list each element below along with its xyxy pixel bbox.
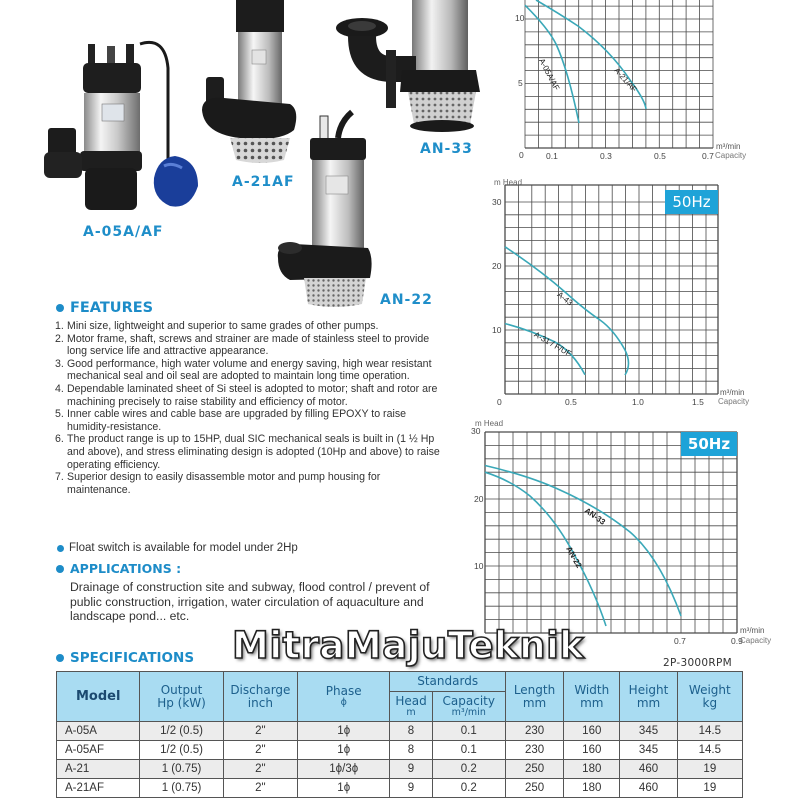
applications-text: Drainage of construction site and subway, flood control / prevent of public construction, irrigation, water circulation of aquaculture and landscape pond... etc. [70, 580, 430, 623]
table-row: A-05A 1/2 (0.5) 2" 1ϕ 8 0.1 230 160 345 14.5 [57, 722, 743, 741]
specifications-table [56, 671, 743, 798]
chart1-xcapacity: Capacity [715, 151, 747, 160]
feature-item: 7. Superior design to easily disassemble motor and pump housing for maintenance. [55, 471, 381, 496]
bullet-icon [57, 545, 64, 552]
bullet-icon [56, 654, 64, 662]
features-heading [56, 300, 153, 316]
chart3-series-label-an22: AN-22 [564, 545, 584, 570]
header-weight: Weight kg [677, 672, 742, 722]
chart1-ytick-5: 5 [518, 78, 523, 88]
feature-item: 1. Mini size, lightweight and superior to same grades of other pumps. [55, 320, 379, 332]
specifications-heading [56, 650, 194, 666]
chart3-xtick-0.7: 0.7 [674, 636, 686, 646]
chart3-ytick-10: 10 [474, 561, 484, 571]
feature-item: 4. Dependable laminated sheet of Si steel is adopted to motor; shaft and rotor are machining precisely to raise stability and efficiency of motor. [55, 382, 438, 408]
chart1-xtick-0.5: 0.5 [654, 151, 666, 161]
header-standards: Standards [390, 672, 505, 692]
table-row: A-21 1 (0.75) 2" 1ϕ/3ϕ 9 0.2 250 180 460 19 [57, 760, 743, 779]
chart2-xtick-1.0: 1.0 [632, 397, 644, 407]
header-model: Model [57, 672, 140, 722]
chart1-plot [0, 0, 800, 170]
chart1-xtick-0.7: 0.7 [702, 151, 714, 161]
header-height: Height mm [620, 672, 677, 722]
header-capacity: Capacity m³/min [432, 692, 505, 722]
chart2-xtick-0: 0 [497, 397, 502, 407]
chart1-xunit: m³/min [716, 142, 741, 151]
table-row: A-05AF 1/2 (0.5) 2" 1ϕ 8 0.1 230 160 345 14.5 [57, 741, 743, 760]
product-label-an22: AN-22 [380, 292, 433, 308]
applications-heading [56, 561, 181, 576]
chart3-xcapacity: Capacity [740, 636, 772, 645]
chart2-xtick-1.5: 1.5 [692, 397, 704, 407]
header-width: Width mm [564, 672, 620, 722]
watermark-text: MitraMajuTeknik [232, 624, 585, 667]
chart3-yhead-label: m Head [475, 419, 504, 428]
chart2-series-label-a43: A-43 [555, 290, 575, 308]
chart2-yhead-label: m Head [494, 178, 523, 187]
rpm-note: 2P-3000RPM [663, 657, 732, 669]
bullet-icon [56, 304, 64, 312]
float-switch-note [57, 542, 298, 554]
specifications-heading-text: SPECIFICATIONS [70, 650, 195, 666]
header-phase: Phase ϕ [298, 672, 390, 722]
chart2-ytick-20: 20 [492, 261, 502, 271]
chart1-xtick-0.1: 0.1 [546, 151, 558, 161]
feature-item: 3. Good performance, high water volume and energy saving, high wear resistant mechanical seal and oil seal are adopted to maintain long time operation. [55, 357, 432, 383]
chart1-xtick-0.3: 0.3 [600, 151, 612, 161]
chart1-xtick-0: 0 [519, 150, 524, 160]
feature-item: 6. The product range is up to 15HP, dual SIC mechanical seals is built in (1 ½ Hp and above), and stress eliminating design is adopted (10Hp and above) to raise operating efficiency. [55, 433, 440, 471]
applications-heading-text: APPLICATIONS : [70, 561, 182, 576]
header-output: Output Hp (kW) [140, 672, 223, 722]
chart2-50hz-badge: 50Hz [665, 190, 718, 214]
product-label-a21af: A-21AF [232, 174, 295, 190]
features-list [55, 320, 445, 496]
chart3-series-label-an33: AN-33 [582, 506, 607, 527]
header-head: Head m [390, 692, 432, 722]
chart2-ytick-10: 10 [492, 325, 502, 335]
chart1-ytick-10: 10 [515, 13, 525, 23]
bullet-icon [56, 565, 64, 573]
chart3-50hz-badge: 50Hz [681, 432, 737, 456]
chart2-xunit: m³/min [720, 388, 745, 397]
feature-item: 5. Inner cable wires and cable base are upgraded by filling EPOXY to raise humidity-resistance. [55, 408, 407, 433]
float-switch-note-text: Float switch is available for model under 2Hp [69, 542, 298, 554]
chart2-xcapacity: Capacity [718, 397, 750, 406]
chart3-xunit: m³/min [740, 626, 765, 635]
chart2-xtick-0.5: 0.5 [565, 397, 577, 407]
product-label-a05: A-05A/AF [83, 224, 164, 240]
table-row: A-21AF 1 (0.75) 2" 1ϕ 9 0.2 250 180 460 19 [57, 779, 743, 798]
header-discharge: Discharge inch [223, 672, 297, 722]
chart1-series-label-a21: A-21/AF [612, 66, 639, 94]
features-heading-text: FEATURES [70, 300, 154, 316]
feature-item: 2. Motor frame, shaft, screws and strainer are made of stainless steel to provide long service life and attractive appearance. [55, 332, 430, 358]
header-length: Length mm [505, 672, 563, 722]
chart3-ytick-20: 20 [474, 494, 484, 504]
chart1-series-label-a05: A-05A/AF [537, 57, 562, 92]
chart3-xtick-0.9: 0.9 [731, 636, 743, 646]
chart3-ytick-30: 30 [471, 426, 481, 436]
product-label-an33: AN-33 [420, 141, 473, 157]
chart2-series-label-a31: A-31 / F/UF [532, 330, 573, 359]
chart-a05-a21-performance [0, 0, 800, 170]
chart2-ytick-30: 30 [492, 197, 502, 207]
